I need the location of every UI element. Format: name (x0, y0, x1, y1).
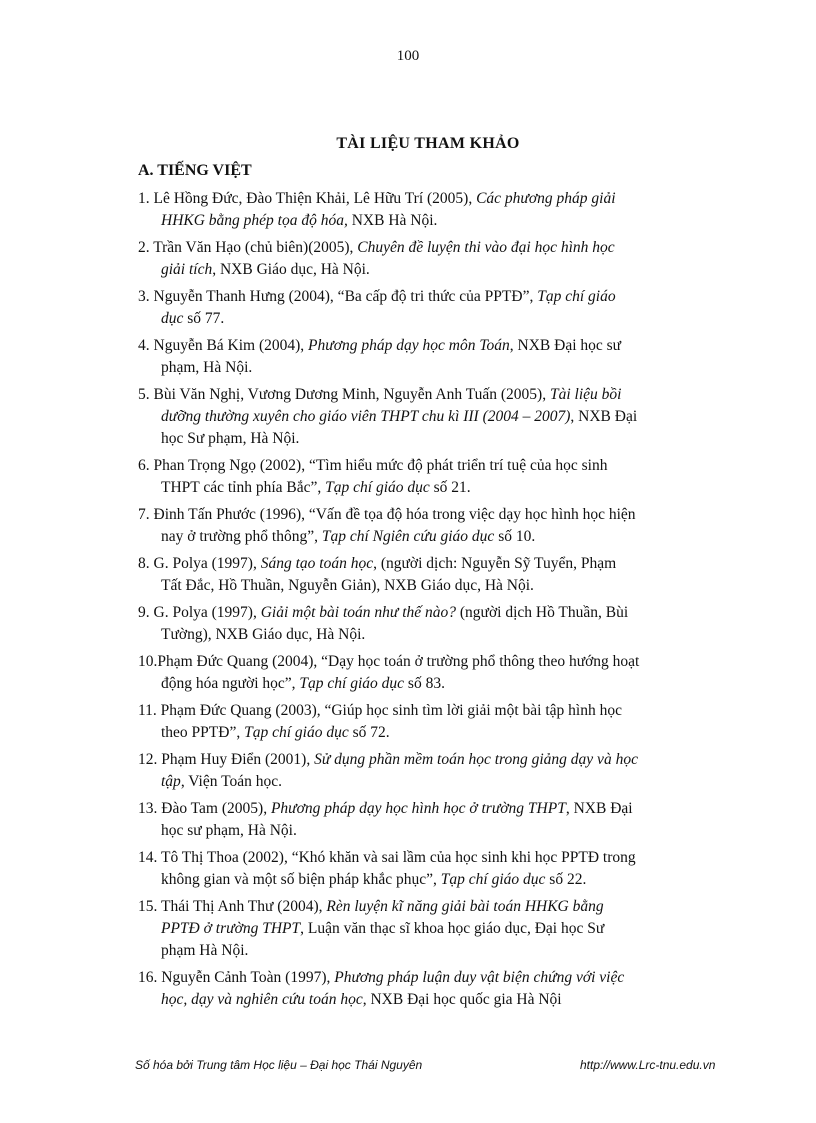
reference-text: 10.Phạm Đức Quang (2004), “Dạy học toán ở trường phổ thông theo hướng hoạt (138, 653, 640, 670)
reference-item (138, 384, 714, 450)
reference-text: nay ở trường phổ thông”, (161, 528, 322, 545)
reference-item (138, 553, 714, 597)
reference-title-text: Tạp chí giáo dục (299, 675, 405, 692)
reference-text: , NXB Giáo dục, Hà Nội. (212, 261, 370, 278)
reference-text: , NXB Đại (570, 408, 638, 425)
reference-title-text: PPTĐ ở trường THPT (161, 920, 301, 937)
reference-title-text: dưỡng thường xuyên cho giáo viên THPT chu kì III (2004 – 2007) (161, 408, 571, 425)
reference-text: số 10. (494, 528, 536, 545)
reference-item (138, 798, 714, 842)
reference-line (138, 771, 714, 793)
reference-text: 2. Trần Văn Hạo (chủ biên)(2005), (138, 239, 358, 256)
reference-line (138, 722, 714, 744)
reference-text: động hóa người học”, (161, 675, 300, 692)
reference-line (138, 798, 714, 820)
reference-item (138, 188, 714, 232)
reference-text: theo PPTĐ”, (161, 724, 245, 741)
reference-line (138, 237, 714, 259)
reference-text: 11. Phạm Đức Quang (2003), “Giúp học sinh tìm lời giải một bài tập hình học (138, 702, 622, 719)
reference-line (138, 749, 714, 771)
document-title: TÀI LIỆU THAM KHẢO (336, 135, 520, 152)
reference-title-text: Sử dụng phần mềm toán học trong giảng dạy và học (314, 751, 638, 768)
reference-text: số 77. (183, 310, 225, 327)
reference-text: , NXB Đại học sư (509, 337, 622, 354)
reference-text: số 83. (404, 675, 445, 692)
reference-title-text: Tạp chí giáo dục (325, 479, 430, 496)
reference-title-text: Các phương pháp giải (476, 190, 616, 207)
reference-title-text: tập (161, 773, 181, 790)
reference-line (138, 575, 714, 597)
reference-line (138, 384, 714, 406)
reference-title-text: Rèn luyện kĩ năng giải bài toán HHKG bằng (326, 898, 604, 915)
reference-line (138, 259, 714, 281)
reference-title-text: Giải một bài toán như thế nào? (260, 604, 457, 621)
reference-item (138, 237, 714, 281)
reference-line (138, 869, 714, 891)
reference-text: (người dịch Hồ Thuần, Bùi (456, 604, 629, 621)
reference-line (138, 553, 714, 575)
reference-text: số 21. (429, 479, 471, 496)
reference-line (138, 455, 714, 477)
reference-line (138, 673, 714, 695)
reference-text: 3. Nguyễn Thanh Hưng (2004), “Ba cấp độ tri thức của PPTĐ”, (138, 288, 538, 305)
reference-list (138, 188, 714, 1016)
reference-text: 7. Đinh Tấn Phước (1996), “Vấn đề tọa độ hóa trong việc dạy học hình học hiện (138, 506, 636, 523)
reference-text: , NXB Đại học quốc gia Hà Nội (362, 991, 562, 1008)
reference-line (138, 918, 714, 940)
reference-title-text: giải tích (161, 261, 213, 278)
reference-text: 5. Bùi Văn Nghị, Vương Dương Minh, Nguyễn Anh Tuấn (2005), (138, 386, 550, 403)
reference-text: 1. Lê Hồng Đức, Đào Thiện Khải, Lê Hữu Trí (2005), (138, 190, 477, 207)
reference-text: , Viện Toán học. (180, 773, 282, 790)
page-number: 100 (396, 48, 420, 64)
reference-title-text: học, dạy và nghiên cứu toán học (161, 991, 363, 1008)
reference-item (138, 504, 714, 548)
reference-line (138, 847, 714, 869)
reference-line (138, 428, 714, 450)
reference-item (138, 651, 714, 695)
reference-line (138, 504, 714, 526)
reference-line (138, 210, 714, 232)
reference-text: , Luận văn thạc sĩ khoa học giáo dục, Đại học Sư (300, 920, 605, 937)
reference-line (138, 624, 714, 646)
reference-text: , (người dịch: Nguyễn Sỹ Tuyển, Phạm (373, 555, 617, 572)
reference-line (138, 700, 714, 722)
reference-text: Tường), NXB Giáo dục, Hà Nội. (161, 626, 366, 643)
reference-text: 4. Nguyễn Bá Kim (2004), (138, 337, 309, 354)
reference-text: số 72. (348, 724, 390, 741)
reference-line (138, 335, 714, 357)
reference-title-text: Phương pháp dạy học hình học ở trường THPT (270, 800, 566, 817)
reference-text: 6. Phan Trọng Ngọ (2002), “Tìm hiểu mức độ phát triển trí tuệ của học sinh (138, 457, 608, 474)
reference-line (138, 896, 714, 918)
reference-title-text: HHKG bằng phép tọa độ hóa, (161, 212, 348, 229)
reference-line (138, 477, 714, 499)
reference-item (138, 602, 714, 646)
reference-line (138, 406, 714, 428)
reference-text: THPT các tỉnh phía Bắc”, (161, 479, 326, 496)
reference-line (138, 526, 714, 548)
reference-text: , NXB Đại (565, 800, 633, 817)
reference-line (138, 989, 714, 1011)
reference-item (138, 896, 714, 962)
reference-text: 12. Phạm Huy Điển (2001), (138, 751, 315, 768)
reference-line (138, 940, 714, 962)
reference-text: 15. Thái Thị Anh Thư (2004), (138, 898, 327, 915)
reference-line (138, 357, 714, 379)
reference-item (138, 335, 714, 379)
reference-title-text: dục (161, 310, 184, 327)
reference-line (138, 651, 714, 673)
reference-text: phạm Hà Nội. (161, 942, 249, 959)
reference-title-text: Tài liệu bồi (549, 386, 622, 403)
reference-text: không gian và một số biện pháp khắc phục”, (161, 871, 441, 888)
reference-title-text: Phương pháp dạy học môn Toán (308, 337, 510, 354)
reference-item (138, 700, 714, 744)
reference-text: NXB Hà Nội. (347, 212, 438, 229)
reference-text: Tất Đắc, Hồ Thuần, Nguyễn Giản), NXB Giáo dục, Hà Nội. (161, 577, 534, 594)
reference-text: 9. G. Polya (1997), (138, 604, 261, 621)
reference-text: học sư phạm, Hà Nội. (161, 822, 297, 839)
section-heading: A. TIẾNG VIỆT (138, 162, 252, 179)
reference-title-text: Tạp chí Ngiên cứu giáo dục (321, 528, 495, 545)
reference-line (138, 308, 714, 330)
footer-url[interactable]: http://www.Lrc-tnu.edu.vn (580, 1058, 716, 1072)
reference-title-text: Chuyên đề luyện thi vào đại học hình học (357, 239, 615, 256)
reference-text: 8. G. Polya (1997), (138, 555, 261, 572)
reference-item (138, 847, 714, 891)
reference-text: số 22. (545, 871, 587, 888)
reference-line (138, 820, 714, 842)
reference-item (138, 455, 714, 499)
reference-line (138, 188, 714, 210)
reference-title-text: Phương pháp luận duy vật biện chứng với việc (334, 969, 625, 986)
reference-title-text: Sáng tạo toán học (260, 555, 374, 572)
reference-line (138, 967, 714, 989)
reference-text: 16. Nguyễn Cảnh Toàn (1997), (138, 969, 335, 986)
reference-title-text: Tạp chí giáo (537, 288, 616, 305)
reference-text: 14. Tô Thị Thoa (2002), “Khó khăn và sai lầm của học sinh khi học PPTĐ trong (138, 849, 636, 866)
reference-item (138, 286, 714, 330)
reference-item (138, 749, 714, 793)
reference-title-text: Tạp chí giáo dục (440, 871, 546, 888)
reference-line (138, 602, 714, 624)
reference-line (138, 286, 714, 308)
reference-text: 13. Đào Tam (2005), (138, 800, 271, 817)
reference-text: học Sư phạm, Hà Nội. (161, 430, 300, 447)
reference-item (138, 967, 714, 1011)
reference-text: phạm, Hà Nội. (161, 359, 253, 376)
footer-credit: Số hóa bởi Trung tâm Học liệu – Đại học Thái Nguyên (135, 1058, 423, 1072)
reference-title-text: Tạp chí giáo dục (244, 724, 349, 741)
